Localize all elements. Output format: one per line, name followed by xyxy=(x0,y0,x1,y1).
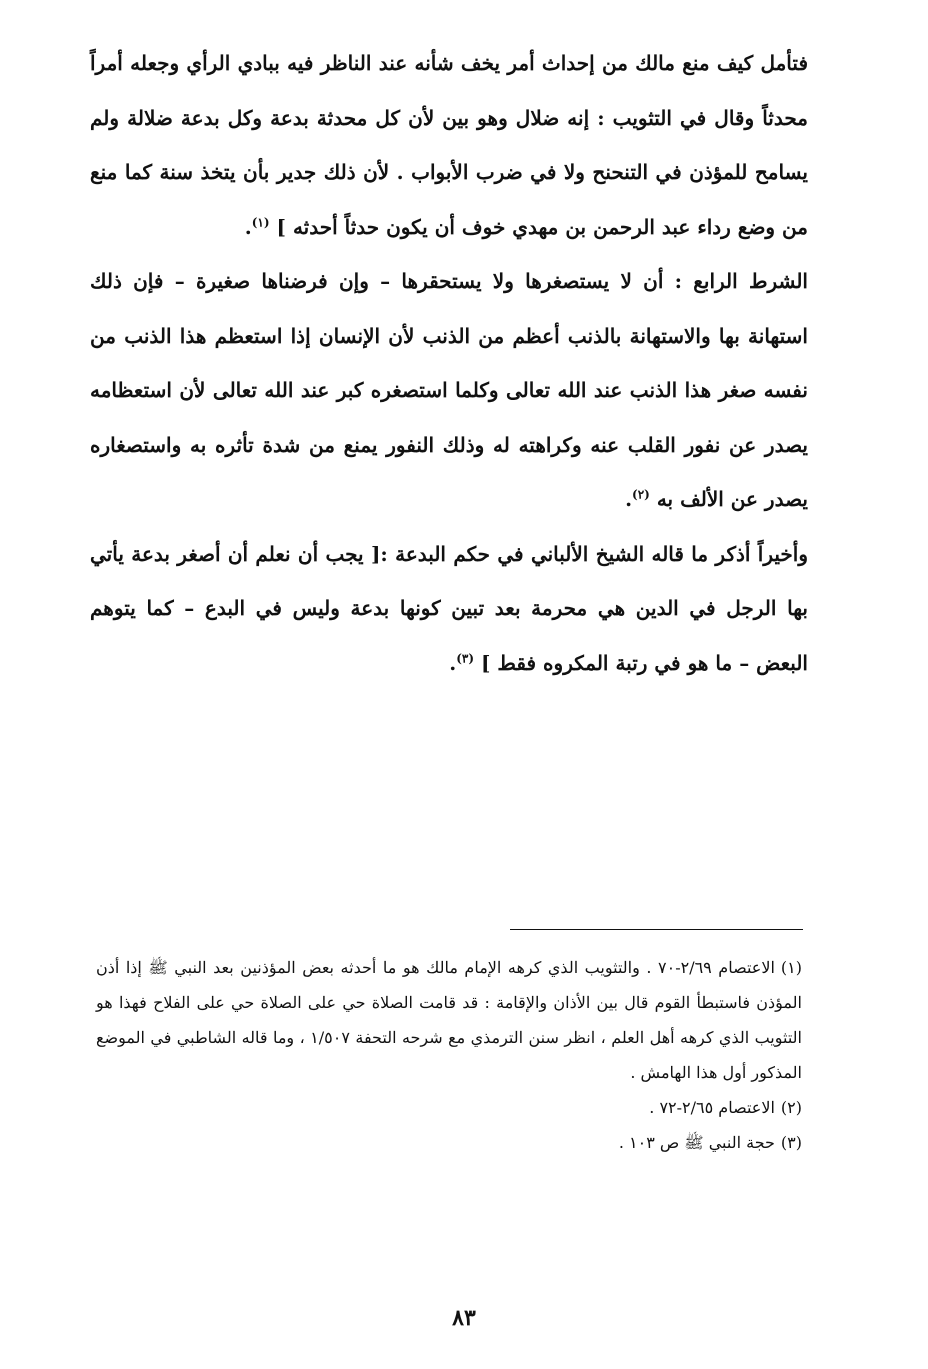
main-text xyxy=(90,36,808,690)
paragraph-3-text: وأخيراً أذكر ما قاله الشيخ الألباني في حكم البدعة :[ يجب أن نعلم أن أصغر بدعة يأتي بها الرجل في الدين هي محرمة بعد تبين كونها بدعة وليس في البدع – كما يتوهم البعض – ما هو في رتبة المكروه فقط ] xyxy=(90,541,808,675)
footnote-3-text: حجة النبي ﷺ ص ١٠٣ . xyxy=(618,1133,775,1152)
paragraph-2-end: . xyxy=(625,487,633,511)
footnote-ref-3: (٣) xyxy=(456,650,475,665)
footnotes xyxy=(96,950,802,1160)
footnote-2-number: (٢) xyxy=(780,1098,802,1117)
footnote-3-number: (٣) xyxy=(780,1133,802,1152)
footnote-1-number: (١) xyxy=(780,958,803,977)
paragraph-3-end: . xyxy=(449,650,457,675)
footnote-2-text: الاعتصام ٢/٦٥-٧٢ . xyxy=(649,1098,775,1117)
footnote-1-text: الاعتصام ٢/٦٩-٧٠ . والتثويب الذي كرهه الإمام مالك هو ما أحدثه بعض المؤذنين بعد النبي ﷺ إذا أذن المؤذن فاستبطأ القوم قال بين الأذان والإقامة : قد قامت الصلاة حي على الصلاة حي على الفلاح فهذا هو التثويب الذي كرهه أهل العلم ، انظر سنن الترمذي مع شرحه التحفة ١/٥٠٧ ، وما قاله الشاطبي في الموضع المذكور أول هذا الهامش . xyxy=(96,958,803,1082)
footnote-separator xyxy=(510,929,803,930)
paragraph-1-text: فتأمل كيف منع مالك من إحداث أمر يخف شأنه عند الناظر فيه ببادي الرأي وجعله أمراً محدثاً وقال في التثويب : إنه ضلال وهو بين لأن كل محدثة بدعة وكل بدعة ضلالة ولم يسامح للمؤذن في التنحنح ولا في ضرب الأبواب . لأن ذلك جدير بأن يتخذ سنة كما منع من وضع رداء عبد الرحمن بن مهدي خوف أن يكون حدثاً أحدثه ] xyxy=(90,51,808,239)
paragraph-3 xyxy=(90,527,808,691)
page-number: ٨٣ xyxy=(452,1305,476,1331)
paragraph-1 xyxy=(90,36,808,254)
paragraph-2-text: الشرط الرابع : أن لا يستصغرها ولا يستحقرها – وإن فرضناها صغيرة – فإن ذلك استهانة بها والاستهانة بالذنب أعظم من الذنب لأن الإنسان إذا استعظم هذا الذنب من نفسه صغر هذا الذنب عند الله تعالى وكلما استصغره كبر عند الله تعالى لأن استعظامه يصدر عن نفور القلب عنه وكراهته له وذلك النفور يمنع من شدة تأثره به واستصغاره يصدر عن الألف به xyxy=(90,269,808,511)
paragraph-1-end: . xyxy=(244,214,252,239)
footnote-1 xyxy=(96,950,802,1090)
paragraph-2 xyxy=(90,254,808,527)
footnote-2 xyxy=(96,1090,802,1125)
footnote-ref-2: (٢) xyxy=(632,487,650,502)
footnote-ref-1: (١) xyxy=(251,214,270,229)
footnote-3 xyxy=(96,1125,802,1160)
